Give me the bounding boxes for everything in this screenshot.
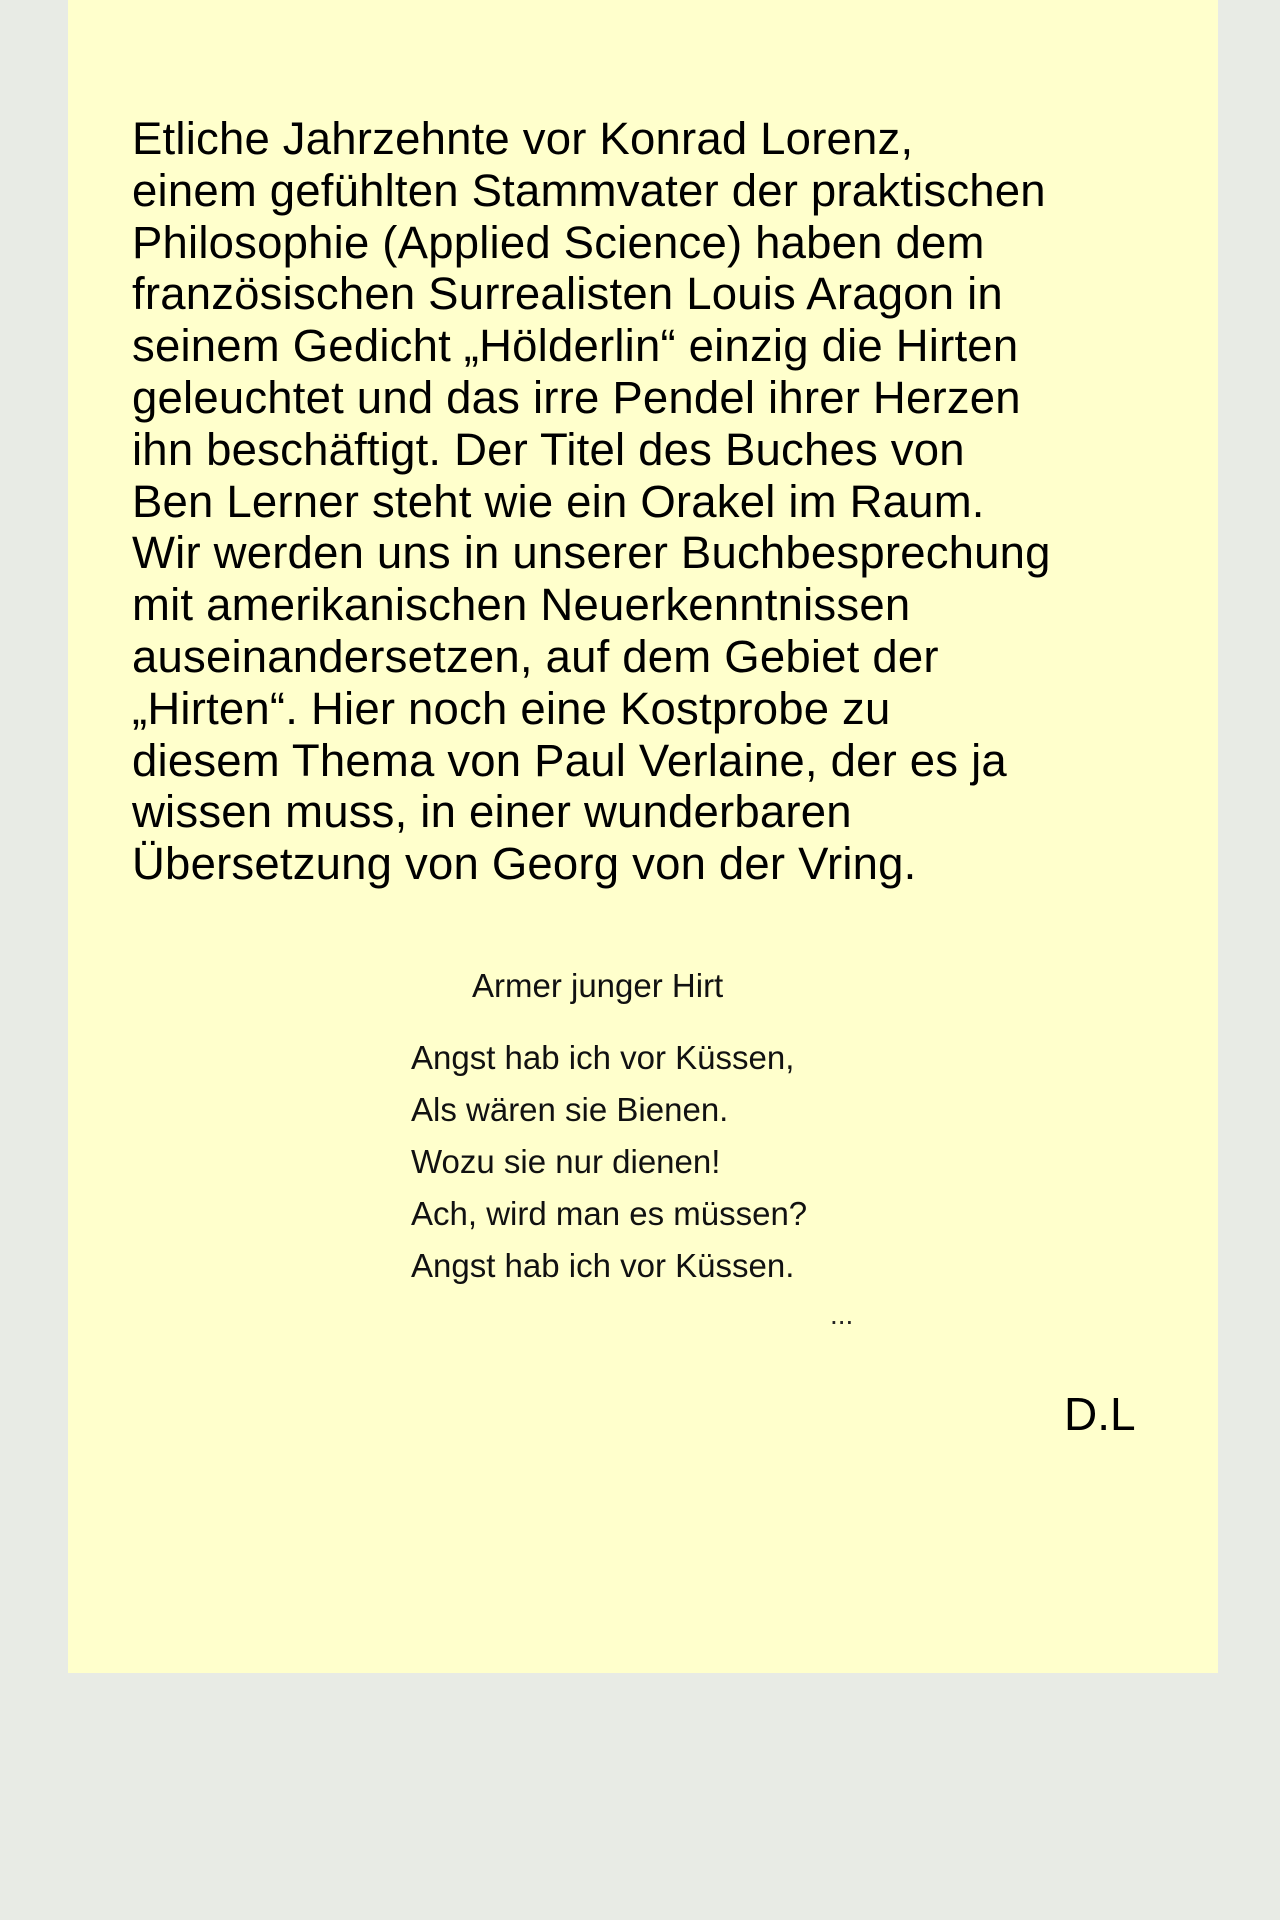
poem-title: Armer junger Hirt	[472, 967, 724, 1004]
poem-line: Als wären sie Bienen.	[411, 1091, 729, 1128]
paragraph-line: ihn beschäftigt. Der Titel des Buches von	[132, 423, 965, 475]
paragraph-line: seinem Gedicht „Hölderlin“ einzig die Hirten	[132, 320, 1019, 372]
author-signature: D.L	[1064, 1388, 1136, 1440]
paragraph-line: geleuchtet und das irre Pendel ihrer Herzen	[132, 371, 1021, 423]
poem-line: Angst hab ich vor Küssen,	[411, 1039, 795, 1076]
paragraph-line: französischen Surrealisten Louis Aragon in	[132, 268, 1003, 320]
paragraph-line: mit amerikanischen Neuerkenntnissen	[132, 579, 911, 631]
paragraph-line: auseinandersetzen, auf dem Gebiet der	[132, 630, 939, 682]
paragraph-line: diesem Thema von Paul Verlaine, der es ja	[132, 734, 1007, 786]
paragraph-line: Übersetzung von Georg von der Vring.	[132, 838, 917, 890]
paragraph-line: einem gefühlten Stammvater der praktischen	[132, 164, 1046, 216]
poem-ellipsis: ...	[830, 1299, 854, 1330]
article-paragraph	[132, 113, 1192, 890]
paragraph-line: Ben Lerner steht wie ein Orakel im Raum.	[132, 475, 985, 527]
paragraph-line: Wir werden uns in unserer Buchbesprechung	[132, 527, 1051, 579]
poem-line: Wozu sie nur dienen!	[411, 1143, 721, 1180]
poem-verse	[411, 1032, 807, 1292]
poem-line: Angst hab ich vor Küssen.	[411, 1247, 795, 1284]
document-page	[68, 0, 1218, 1673]
paragraph-line: „Hirten“. Hier noch eine Kostprobe zu	[132, 682, 891, 734]
poem-line: Ach, wird man es müssen?	[411, 1195, 808, 1232]
paragraph-line: wissen muss, in einer wunderbaren	[132, 786, 852, 838]
paragraph-line: Etliche Jahrzehnte vor Konrad Lorenz,	[132, 113, 914, 164]
paragraph-line: Philosophie (Applied Science) haben dem	[132, 216, 985, 268]
